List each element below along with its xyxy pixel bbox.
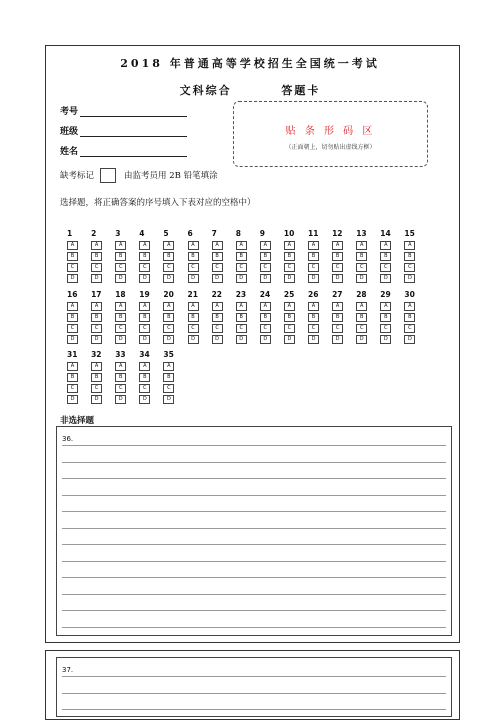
question-15-group — [404, 229, 420, 289]
option-a-bubble[interactable]: A — [188, 302, 199, 311]
question-number: 18 — [115, 290, 126, 299]
option-a-bubble[interactable]: A — [139, 362, 150, 371]
question-number: 14 — [380, 229, 391, 238]
question-21-group — [188, 290, 204, 350]
option-a-bubble[interactable]: A — [212, 241, 223, 250]
option-b-bubble[interactable]: B — [260, 313, 271, 322]
absent-mark-row — [60, 168, 218, 183]
option-c-bubble[interactable]: C — [115, 324, 126, 333]
question-number: 24 — [259, 290, 271, 299]
question-number: 29 — [380, 290, 391, 299]
option-d-bubble[interactable]: D — [308, 335, 319, 344]
option-a-bubble[interactable]: A — [91, 241, 102, 250]
option-d-bubble[interactable]: D — [188, 274, 199, 283]
question-number: 4 — [139, 229, 145, 238]
option-b-bubble[interactable]: B — [115, 252, 126, 261]
question-number: 2 — [91, 229, 97, 238]
option-c-bubble[interactable]: C — [115, 384, 126, 393]
option-d-bubble[interactable]: D — [67, 335, 78, 344]
question-number: 23 — [235, 290, 247, 299]
option-d-bubble[interactable]: D — [356, 274, 367, 283]
option-d-bubble[interactable]: D — [91, 335, 102, 344]
question-36-label: 36. — [62, 435, 74, 443]
option-b-bubble[interactable]: B — [404, 313, 415, 322]
question-number: 9 — [259, 229, 266, 238]
writing-line — [62, 709, 446, 710]
option-a-bubble[interactable]: A — [163, 362, 174, 371]
option-d-bubble[interactable]: D — [356, 335, 367, 344]
option-b-bubble[interactable]: B — [139, 373, 150, 382]
question-number: 32 — [91, 350, 102, 359]
option-d-bubble[interactable]: D — [115, 395, 126, 404]
question-number: 3 — [115, 229, 121, 238]
option-b-bubble[interactable]: B — [91, 373, 102, 382]
option-c-bubble[interactable]: C — [260, 263, 271, 272]
option-d-bubble[interactable]: D — [260, 274, 271, 283]
question-number: 16 — [67, 290, 78, 299]
writing-line — [62, 577, 446, 578]
option-b-bubble[interactable]: B — [356, 252, 367, 261]
barcode-note: （正面朝上，切勿贴出虚线方框） — [285, 144, 376, 151]
question-13-group — [356, 229, 372, 289]
question-7-group — [212, 229, 228, 289]
option-a-bubble[interactable]: A — [284, 241, 295, 250]
question-24-group — [260, 290, 276, 350]
option-d-bubble[interactable]: D — [67, 395, 78, 404]
option-a-bubble[interactable]: A — [139, 302, 150, 311]
option-c-bubble[interactable]: C — [380, 324, 391, 333]
option-d-bubble[interactable]: D — [139, 335, 150, 344]
option-c-bubble[interactable]: C — [332, 324, 343, 333]
absent-note: 由监考员用 2B 铅笔填涂 — [124, 171, 218, 181]
question-5-group — [163, 229, 179, 289]
option-b-bubble[interactable]: B — [91, 252, 102, 261]
option-d-bubble[interactable]: D — [308, 274, 319, 283]
option-c-bubble[interactable]: C — [139, 263, 150, 272]
option-a-bubble[interactable]: A — [380, 241, 391, 250]
option-c-bubble[interactable]: C — [67, 263, 78, 272]
question-number: 8 — [235, 229, 241, 238]
option-d-bubble[interactable]: D — [163, 274, 174, 283]
option-b-bubble[interactable]: B — [139, 252, 150, 261]
option-c-bubble[interactable]: C — [163, 324, 174, 333]
option-b-bubble[interactable]: B — [163, 373, 174, 382]
option-b-bubble[interactable]: B — [236, 252, 247, 261]
option-a-bubble[interactable]: A — [332, 302, 343, 311]
question-19-group — [139, 290, 155, 350]
option-c-bubble[interactable]: C — [188, 324, 199, 333]
option-c-bubble[interactable]: C — [308, 263, 319, 272]
option-c-bubble[interactable]: C — [284, 263, 295, 272]
option-a-bubble[interactable]: A — [212, 302, 223, 311]
writing-line — [62, 462, 446, 463]
writing-line — [62, 693, 446, 694]
name-field[interactable] — [60, 144, 187, 157]
writing-line — [62, 511, 446, 512]
writing-line — [62, 561, 446, 562]
option-b-bubble[interactable]: B — [188, 252, 199, 261]
question-number: 26 — [308, 290, 319, 299]
writing-line — [62, 610, 446, 611]
question-number: 20 — [163, 290, 174, 299]
option-a-bubble[interactable]: A — [188, 241, 199, 250]
field-line[interactable] — [80, 147, 187, 157]
option-b-bubble[interactable]: B — [284, 252, 295, 261]
question-number: 21 — [187, 290, 198, 299]
option-c-bubble[interactable]: C — [163, 263, 174, 272]
question-22-group — [212, 290, 228, 350]
question-29-group — [380, 290, 396, 350]
field-line[interactable] — [80, 107, 187, 117]
option-c-bubble[interactable]: C — [212, 263, 223, 272]
question-9-group — [260, 229, 276, 289]
option-d-bubble[interactable]: D — [260, 335, 271, 344]
option-a-bubble[interactable]: A — [404, 241, 415, 250]
option-a-bubble[interactable]: A — [356, 302, 367, 311]
writing-line — [62, 528, 446, 529]
question-number: 13 — [356, 229, 367, 238]
option-b-bubble[interactable]: B — [163, 252, 174, 261]
option-c-bubble[interactable]: C — [284, 324, 295, 333]
option-b-bubble[interactable]: B — [115, 313, 126, 322]
field-label: 班级 — [60, 127, 79, 137]
question-2-group — [91, 229, 107, 289]
option-c-bubble[interactable]: C — [404, 324, 415, 333]
question-18-group — [115, 290, 131, 350]
option-b-bubble[interactable]: B — [260, 252, 271, 261]
option-b-bubble[interactable]: B — [115, 373, 126, 382]
option-c-bubble[interactable]: C — [91, 384, 102, 393]
option-b-bubble[interactable]: B — [163, 313, 174, 322]
question-11-group — [308, 229, 324, 289]
writing-line — [62, 627, 446, 628]
field-line[interactable] — [80, 127, 187, 137]
option-a-bubble[interactable]: A — [260, 302, 271, 311]
field-label: 考号 — [60, 107, 79, 117]
question-4-group — [139, 229, 155, 289]
option-c-bubble[interactable]: C — [236, 263, 247, 272]
option-d-bubble[interactable]: D — [404, 335, 415, 344]
option-d-bubble[interactable]: D — [284, 274, 295, 283]
option-c-bubble[interactable]: C — [91, 263, 102, 272]
question-10-group — [284, 229, 300, 289]
exam-title: 2018 年普通高等学校招生全国统一考试 — [120, 57, 380, 70]
option-d-bubble[interactable]: D — [163, 335, 174, 344]
question-number: 22 — [211, 290, 223, 299]
option-c-bubble[interactable]: C — [163, 384, 174, 393]
writing-line — [62, 445, 446, 446]
question-28-group — [356, 290, 372, 350]
option-a-bubble[interactable]: A — [380, 302, 391, 311]
writing-line — [62, 495, 446, 496]
option-c-bubble[interactable]: C — [91, 324, 102, 333]
question-number: 5 — [163, 229, 169, 238]
option-a-bubble[interactable]: A — [67, 241, 78, 250]
option-b-bubble[interactable]: B — [91, 313, 102, 322]
option-b-bubble[interactable]: B — [188, 313, 199, 322]
question-number: 19 — [139, 290, 150, 299]
class-field[interactable] — [60, 124, 187, 137]
question-number: 27 — [332, 290, 343, 299]
question-number: 33 — [115, 350, 126, 359]
option-c-bubble[interactable]: C — [212, 324, 223, 333]
option-b-bubble[interactable]: B — [212, 313, 223, 322]
field-label: 姓名 — [60, 147, 79, 157]
question-number: 15 — [404, 229, 415, 238]
question-number: 1 — [67, 229, 73, 238]
answer-box-36[interactable] — [56, 426, 452, 636]
option-d-bubble[interactable]: D — [236, 274, 247, 283]
question-23-group — [236, 290, 252, 350]
option-c-bubble[interactable]: C — [236, 324, 247, 333]
option-c-bubble[interactable]: C — [139, 384, 150, 393]
question-number: 25 — [283, 290, 295, 299]
option-b-bubble[interactable]: B — [332, 313, 343, 322]
question-17-group — [91, 290, 107, 350]
question-30-group — [404, 290, 420, 350]
option-c-bubble[interactable]: C — [356, 263, 367, 272]
option-b-bubble[interactable]: B — [356, 313, 367, 322]
option-d-bubble[interactable]: D — [212, 274, 223, 283]
option-c-bubble[interactable]: C — [356, 324, 367, 333]
option-a-bubble[interactable]: A — [115, 362, 126, 371]
option-a-bubble[interactable]: A — [91, 362, 102, 371]
absent-checkbox[interactable] — [100, 168, 116, 183]
question-35-group — [163, 350, 179, 410]
option-b-bubble[interactable]: B — [212, 252, 223, 261]
option-d-bubble[interactable]: D — [139, 395, 150, 404]
option-c-bubble[interactable]: C — [188, 263, 199, 272]
option-b-bubble[interactable]: B — [236, 313, 247, 322]
option-a-bubble[interactable]: A — [308, 302, 319, 311]
question-33-group — [115, 350, 131, 410]
option-c-bubble[interactable]: C — [332, 263, 343, 272]
subject-name: 文科综合 — [179, 84, 232, 97]
question-number: 7 — [211, 229, 217, 238]
question-8-group — [236, 229, 252, 289]
option-b-bubble[interactable]: B — [284, 313, 295, 322]
option-d-bubble[interactable]: D — [236, 335, 247, 344]
question-34-group — [139, 350, 155, 410]
option-d-bubble[interactable]: D — [380, 274, 391, 283]
question-number: 17 — [91, 290, 102, 299]
option-a-bubble[interactable]: A — [67, 302, 78, 311]
option-a-bubble[interactable]: A — [115, 241, 126, 250]
question-27-group — [332, 290, 348, 350]
question-12-group — [332, 229, 348, 289]
question-37-label: 37. — [62, 666, 74, 674]
question-31-group — [67, 350, 83, 410]
writing-line — [62, 544, 446, 545]
option-a-bubble[interactable]: A — [260, 241, 271, 250]
question-16-group — [67, 290, 83, 350]
question-6-group — [188, 229, 204, 289]
option-c-bubble[interactable]: C — [380, 263, 391, 272]
option-b-bubble[interactable]: B — [67, 313, 78, 322]
option-a-bubble[interactable]: A — [404, 302, 415, 311]
option-b-bubble[interactable]: B — [139, 313, 150, 322]
question-number: 30 — [404, 290, 415, 299]
question-number: 6 — [187, 229, 193, 238]
option-b-bubble[interactable]: B — [67, 373, 78, 382]
question-number: 31 — [67, 350, 78, 359]
option-d-bubble[interactable]: D — [212, 335, 223, 344]
subject-heading — [0, 82, 500, 98]
option-a-bubble[interactable]: A — [356, 241, 367, 250]
question-number: 28 — [356, 290, 367, 299]
option-a-bubble[interactable]: A — [91, 302, 102, 311]
option-b-bubble[interactable]: B — [308, 313, 319, 322]
option-d-bubble[interactable]: D — [115, 335, 126, 344]
option-c-bubble[interactable]: C — [139, 324, 150, 333]
question-number: 12 — [332, 229, 343, 238]
option-d-bubble[interactable]: D — [380, 335, 391, 344]
question-number: 34 — [139, 350, 150, 359]
question-number: 35 — [163, 350, 174, 359]
option-d-bubble[interactable]: D — [139, 274, 150, 283]
option-a-bubble[interactable]: A — [236, 302, 247, 311]
option-d-bubble[interactable]: D — [91, 395, 102, 404]
instructions: 选择题，将正确答案的序号填入下表对应的空格中） — [60, 198, 256, 208]
option-a-bubble[interactable]: A — [284, 302, 295, 311]
question-32-group — [91, 350, 107, 410]
question-1-group — [67, 229, 83, 289]
option-a-bubble[interactable]: A — [163, 241, 174, 250]
question-14-group — [380, 229, 396, 289]
option-a-bubble[interactable]: A — [67, 362, 78, 371]
question-20-group — [163, 290, 179, 350]
option-b-bubble[interactable]: B — [404, 252, 415, 261]
question-3-group — [115, 229, 131, 289]
option-d-bubble[interactable]: D — [188, 335, 199, 344]
option-c-bubble[interactable]: C — [404, 263, 415, 272]
exam-number-field[interactable] — [60, 104, 187, 117]
option-d-bubble[interactable]: D — [91, 274, 102, 283]
option-a-bubble[interactable]: A — [308, 241, 319, 250]
card-name: 答题卡 — [281, 84, 321, 97]
option-d-bubble[interactable]: D — [332, 335, 343, 344]
question-26-group — [308, 290, 324, 350]
option-d-bubble[interactable]: D — [404, 274, 415, 283]
question-number: 11 — [308, 229, 319, 238]
barcode-title: 贴 条 形 码 区 — [285, 126, 376, 137]
question-number: 10 — [283, 229, 295, 238]
option-a-bubble[interactable]: A — [115, 302, 126, 311]
option-d-bubble[interactable]: D — [332, 274, 343, 283]
option-c-bubble[interactable]: C — [308, 324, 319, 333]
option-d-bubble[interactable]: D — [284, 335, 295, 344]
absent-label: 缺考标记 — [60, 171, 95, 181]
question-25-group — [284, 290, 300, 350]
option-b-bubble[interactable]: B — [332, 252, 343, 261]
option-a-bubble[interactable]: A — [163, 302, 174, 311]
option-d-bubble[interactable]: D — [163, 395, 174, 404]
option-d-bubble[interactable]: D — [67, 274, 78, 283]
option-a-bubble[interactable]: A — [236, 241, 247, 250]
option-d-bubble[interactable]: D — [115, 274, 126, 283]
option-b-bubble[interactable]: B — [380, 252, 391, 261]
option-c-bubble[interactable]: C — [67, 324, 78, 333]
non-choice-heading: 非选择题 — [60, 416, 95, 426]
answer-box-37[interactable] — [56, 657, 452, 717]
writing-line — [62, 478, 446, 479]
option-a-bubble[interactable]: A — [332, 241, 343, 250]
option-c-bubble[interactable]: C — [67, 384, 78, 393]
writing-line — [62, 594, 446, 595]
barcode-area — [233, 101, 428, 167]
option-c-bubble[interactable]: C — [115, 263, 126, 272]
option-b-bubble[interactable]: B — [308, 252, 319, 261]
option-a-bubble[interactable]: A — [139, 241, 150, 250]
option-b-bubble[interactable]: B — [380, 313, 391, 322]
writing-line — [62, 676, 446, 677]
option-b-bubble[interactable]: B — [67, 252, 78, 261]
option-c-bubble[interactable]: C — [260, 324, 271, 333]
